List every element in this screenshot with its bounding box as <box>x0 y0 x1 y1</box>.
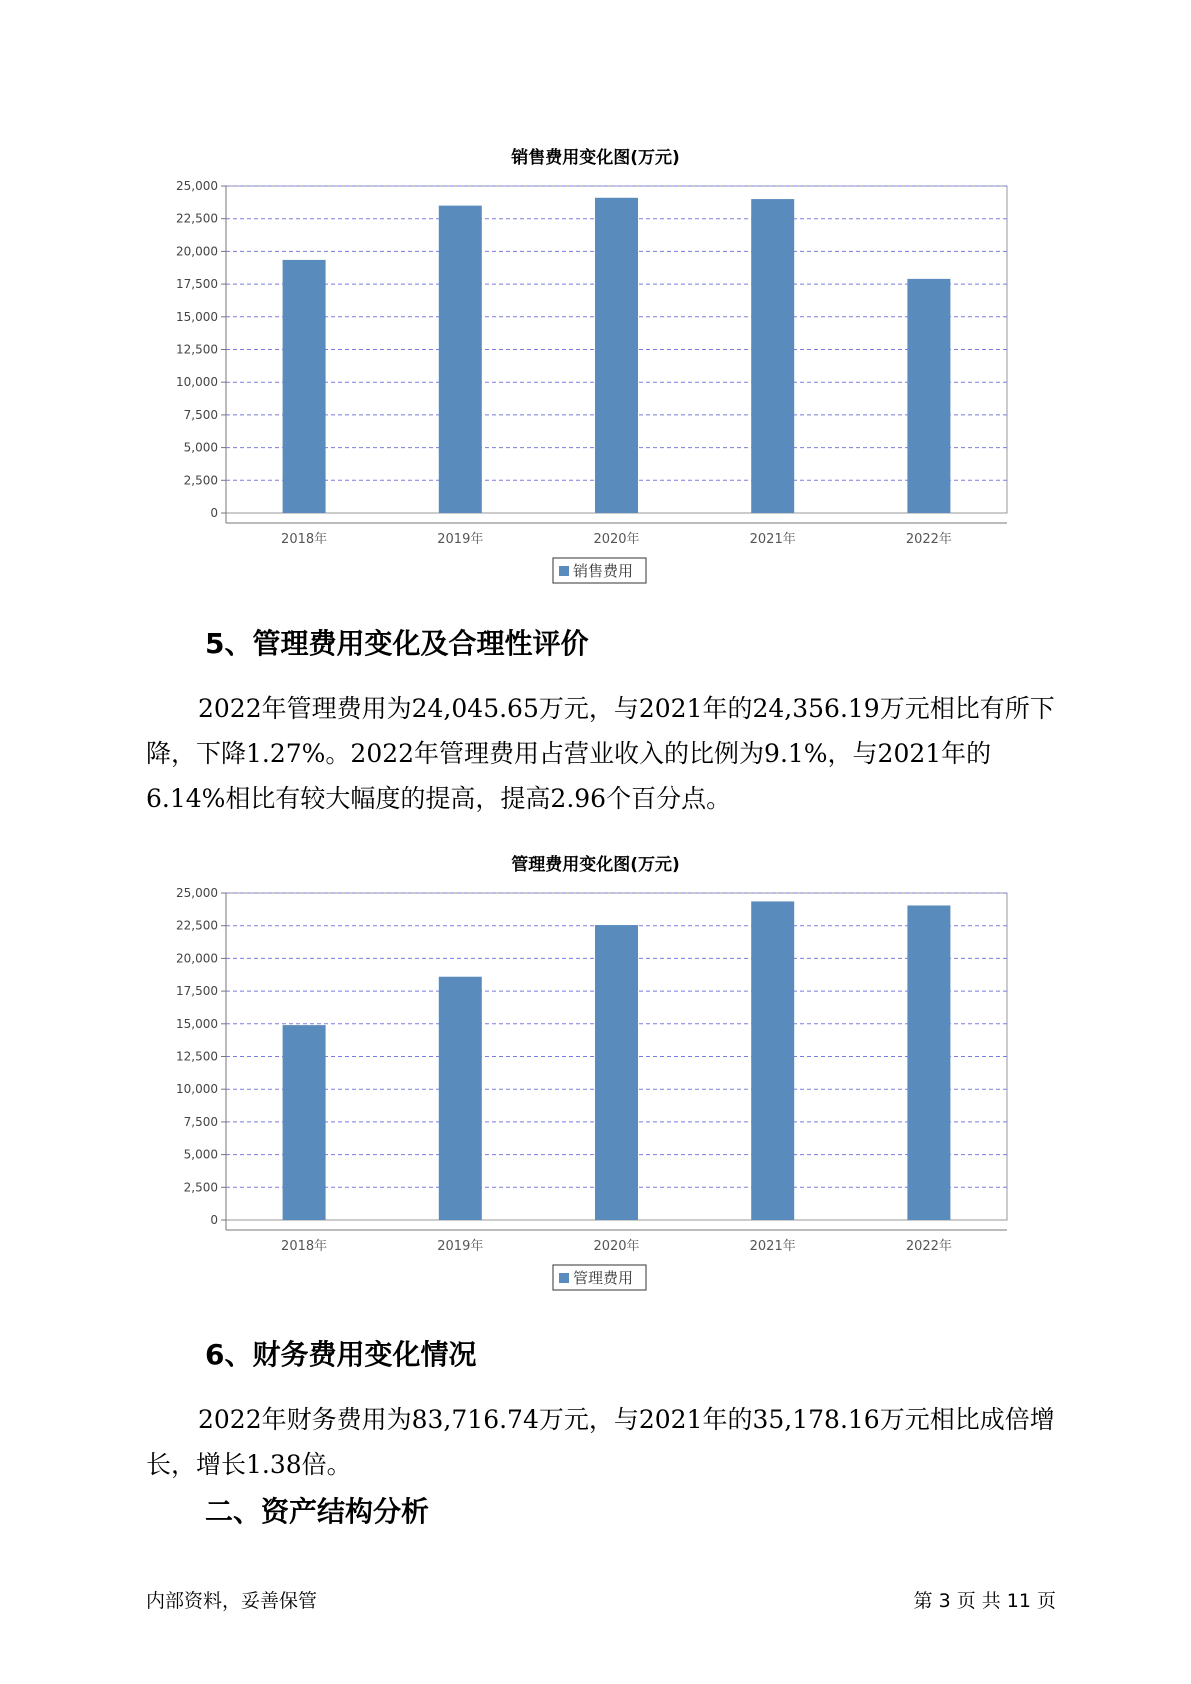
management-expense-bar-chart <box>0 867 1191 1307</box>
y-tick-label: 25,000 <box>176 179 218 193</box>
x-tick-label: 2020年 <box>593 532 640 547</box>
bar <box>751 901 794 1220</box>
section-6-paragraph <box>146 1397 1056 1487</box>
x-tick-label: 2018年 <box>281 1239 328 1254</box>
y-tick-label: 5,000 <box>183 440 218 455</box>
bar <box>751 199 794 513</box>
legend-label: 管理费用 <box>573 1269 634 1287</box>
bar <box>907 905 950 1220</box>
x-tick-label: 2019年 <box>437 1239 484 1254</box>
x-tick-label: 2019年 <box>437 532 484 547</box>
y-tick-label: 0 <box>210 1213 218 1227</box>
x-tick-label: 2021年 <box>749 1239 796 1254</box>
y-tick-label: 15,000 <box>176 309 218 324</box>
y-tick-label: 20,000 <box>176 951 218 966</box>
section-5-heading: 5、管理费用变化及合理性评价 <box>205 627 589 660</box>
chart-title-sales-expense: 销售费用变化图(万元) <box>511 148 680 168</box>
section-two-heading: 二、资产结构分析 <box>205 1495 430 1528</box>
bar <box>283 260 326 513</box>
legend-swatch <box>559 1273 569 1283</box>
x-tick-label: 2020年 <box>593 1239 640 1254</box>
y-tick-label: 22,500 <box>176 211 218 226</box>
legend-swatch <box>559 566 569 576</box>
y-tick-label: 2,500 <box>183 473 218 488</box>
bar <box>439 206 482 513</box>
y-tick-label: 12,500 <box>176 1049 218 1064</box>
y-tick-label: 10,000 <box>176 1082 218 1097</box>
y-tick-label: 17,500 <box>176 277 218 292</box>
y-tick-label: 17,500 <box>176 984 218 999</box>
y-tick-label: 20,000 <box>176 244 218 259</box>
y-tick-label: 5,000 <box>183 1147 218 1162</box>
y-tick-label: 15,000 <box>176 1016 218 1031</box>
section-6-paragraph-text: 2022年财务费用为83,716.74万元，与2021年的35,178.16万元相比成倍增长，增长1.38倍。 <box>146 1405 1055 1479</box>
footer-confidential-note: 内部资料，妥善保管 <box>146 1590 318 1612</box>
x-tick-label: 2022年 <box>905 532 952 547</box>
section-6-heading: 6、财务费用变化情况 <box>205 1338 477 1371</box>
x-tick-label: 2022年 <box>905 1239 952 1254</box>
chart-title-management-expense: 管理费用变化图(万元) <box>511 855 680 875</box>
y-tick-label: 22,500 <box>176 918 218 933</box>
bar <box>439 977 482 1220</box>
legend-label: 销售费用 <box>573 562 634 580</box>
y-tick-label: 0 <box>210 506 218 520</box>
y-tick-label: 2,500 <box>183 1180 218 1195</box>
y-tick-label: 10,000 <box>176 375 218 390</box>
bar <box>283 1025 326 1220</box>
section-5-paragraph-text: 2022年管理费用为24,045.65万元，与2021年的24,356.19万元相比有所下降，下降1.27%。2022年管理费用占营业收入的比例为9.1%，与2021年的6.14%相比有较大幅度的提高，提高2.96个百分点。 <box>146 694 1055 813</box>
footer-page-number: 第 3 页 共 11 页 <box>913 1590 1056 1612</box>
y-tick-label: 25,000 <box>176 886 218 900</box>
section-5-paragraph <box>146 686 1056 821</box>
y-tick-label: 12,500 <box>176 342 218 357</box>
sales-expense-bar-chart <box>0 160 1191 600</box>
x-tick-label: 2018年 <box>281 532 328 547</box>
y-tick-label: 7,500 <box>183 407 218 422</box>
bar <box>595 198 638 513</box>
bar <box>595 925 638 1220</box>
bar <box>907 279 950 513</box>
y-tick-label: 7,500 <box>183 1114 218 1129</box>
x-tick-label: 2021年 <box>749 532 796 547</box>
